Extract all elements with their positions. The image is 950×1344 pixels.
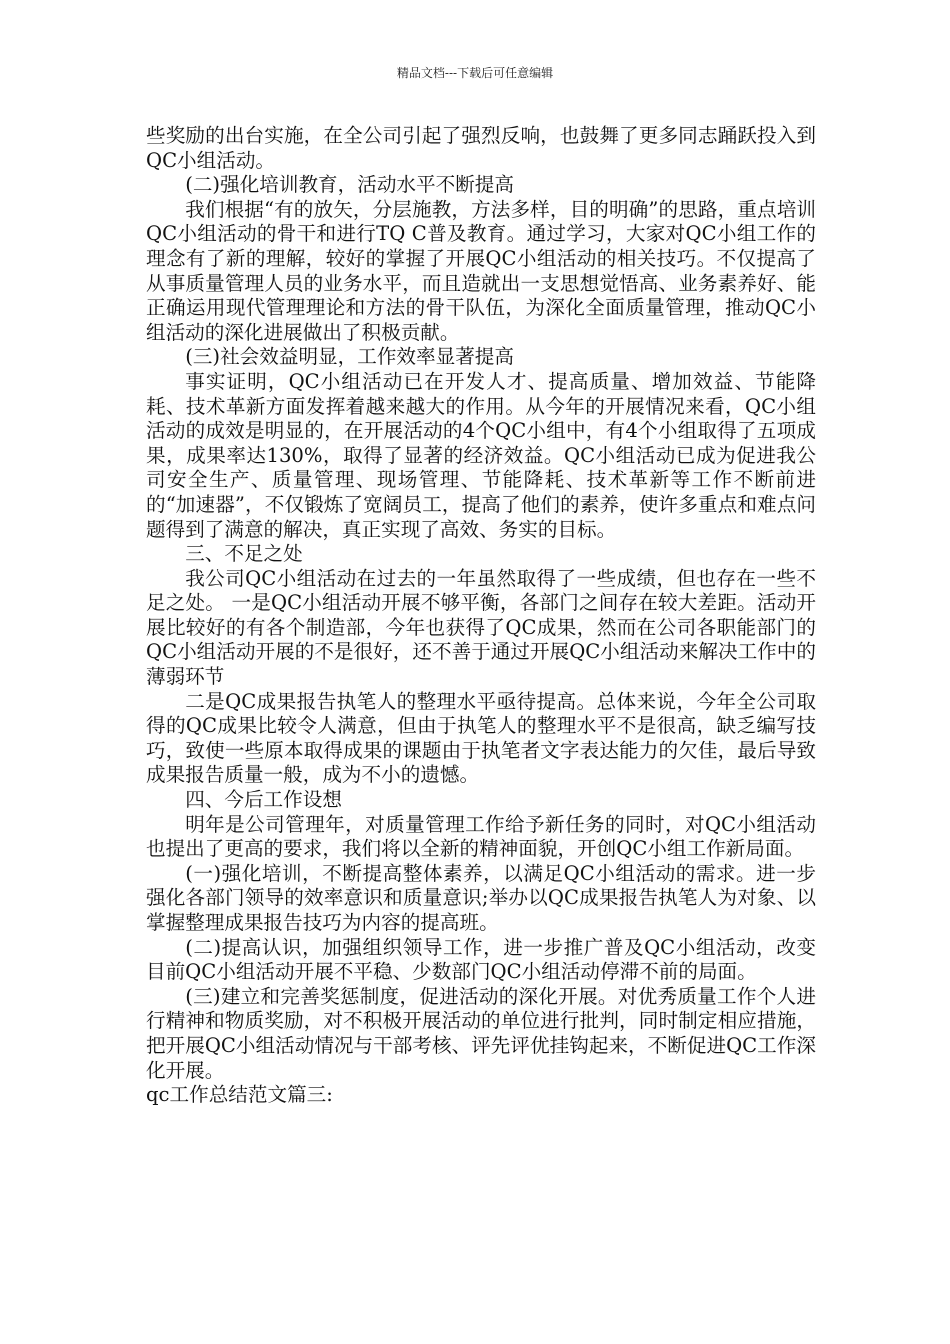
paragraph: 明年是公司管理年，对质量管理工作给予新任务的同时，对QC小组活动也提出了更高的要求，我们将以全新的精神面貌，开创QC小组工作新局面。	[146, 812, 816, 861]
section-heading: 三、不足之处	[185, 542, 303, 566]
paragraph: 我们根据“有的放矢，分层施教，方法多样，目的明确”的思路，重点培训QC小组活动的骨干和进行TQ C普及教育。通过学习，大家对QC小组工作的理念有了新的理解，较好的掌握了开展QC小组活动的相关技巧。不仅提高了从事质量管理人员的业务水平，而且造就出一支思想觉悟高、业务素养好、能正确运用现代管理理论和方法的骨干队伍，为深化全面质量管理，推动QC小组活动的深化进展做出了积极贡献。	[146, 197, 816, 344]
paragraph: 二是QC成果报告执笔人的整理水平亟待提高。总体来说，今年全公司取得的QC成果比较令人满意，但由于执笔人的整理水平不是很高，缺乏编写技巧，致使一些原本取得成果的课题由于执笔者文字表达能力的欠佳，最后导致成果报告质量一般，成为不小的遗憾。	[146, 689, 816, 787]
next-section-title: qc工作总结范文篇三:	[146, 1083, 333, 1107]
document-body	[146, 124, 816, 1108]
page-header: 精品文档---下载后可任意编辑	[396, 66, 554, 80]
section-heading: 四、今后工作设想	[185, 788, 342, 812]
section-heading: (三)社会效益明显，工作效率显著提高	[185, 345, 514, 369]
paragraph: 事实证明，QC小组活动已在开发人才、提高质量、增加效益、节能降耗、技术革新方面发挥着越来越大的作用。从今年的开展情况来看，QC小组活动的成效是明显的，在开展活动的4个QC小组中，有4个小组取得了五项成果，成果率达130%，取得了显著的经济效益。QC小组活动已成为促进我公司安全生产、质量管理、现场管理、节能降耗、技术革新等工作不断前进的“加速器”，不仅锻炼了宽阔员工，提高了他们的素养，使许多重点和难点问题得到了满意的解决，真正实现了高效、务实的目标。	[146, 369, 816, 541]
section-heading: (二)强化培训教育，活动水平不断提高	[185, 173, 514, 197]
paragraph: (三)建立和完善奖惩制度，促进活动的深化开展。对优秀质量工作个人进行精神和物质奖励，对不积极开展活动的单位进行批判，同时制定相应措施，把开展QC小组活动情况与干部考核、评先评优挂钩起来，不断促进QC工作深化开展。	[146, 984, 816, 1082]
paragraph: (二)提高认识，加强组织领导工作，进一步推广普及QC小组活动，改变目前QC小组活动开展不平稳、少数部门QC小组活动停滞不前的局面。	[146, 935, 816, 984]
paragraph: (一)强化培训，不断提高整体素养，以满足QC小组活动的需求。进一步强化各部门领导的效率意识和质量意识;举办以QC成果报告执笔人为对象、以掌握整理成果报告技巧为内容的提高班。	[146, 861, 816, 934]
paragraph: 我公司QC小组活动在过去的一年虽然取得了一些成绩，但也存在一些不足之处。 一是QC小组活动开展不够平衡，各部门之间存在较大差距。活动开展比较好的有各个制造部，今年也获得了QC成果，然而在公司各职能部门的QC小组活动开展的不是很好，还不善于通过开展QC小组活动来解决工作中的薄弱环节	[146, 566, 816, 689]
paragraph: 些奖励的出台实施，在全公司引起了强烈反响，也鼓舞了更多同志踊跃投入到QC小组活动。	[146, 124, 816, 172]
